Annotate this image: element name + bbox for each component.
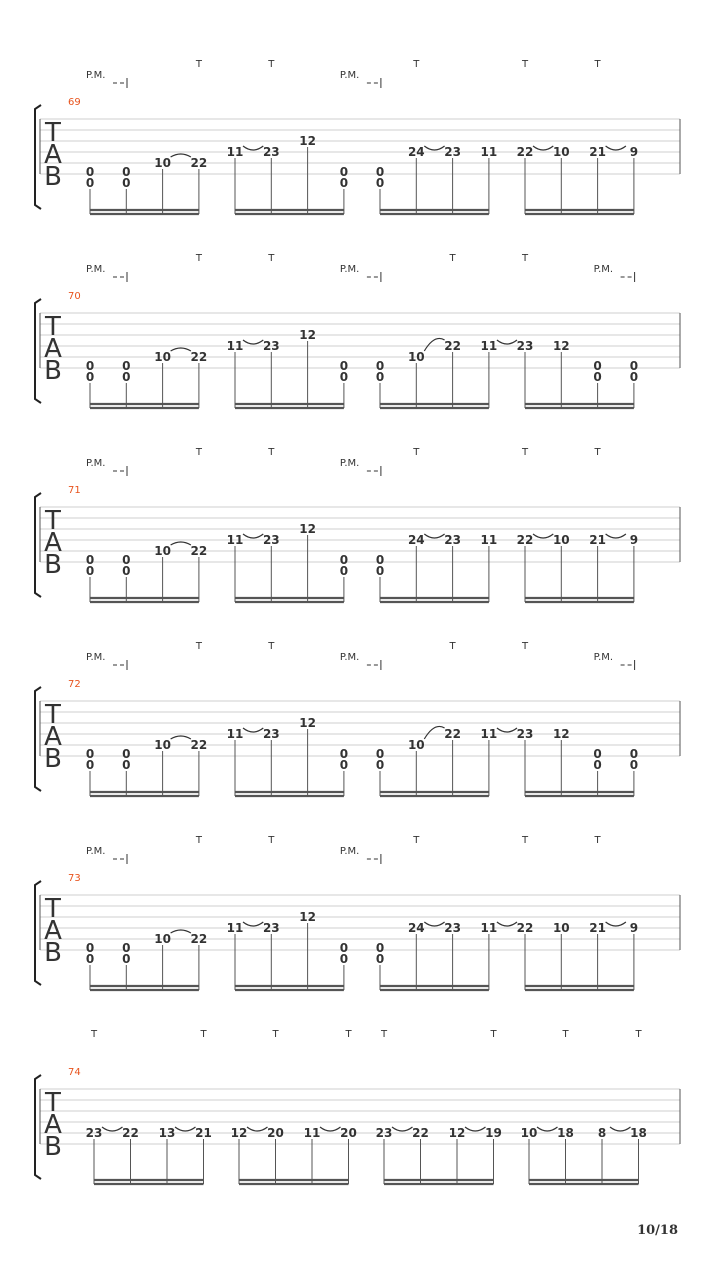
fret-number: 22 [190, 932, 208, 946]
fret-number: 0 [339, 165, 349, 179]
fret-number: 23 [262, 339, 280, 353]
palm-mute-label: P.M. [86, 846, 106, 857]
tap-marker: T [521, 835, 529, 846]
slur [497, 340, 517, 344]
slur [465, 1127, 486, 1131]
slur [243, 534, 263, 538]
fret-number: 22 [190, 156, 208, 170]
tab-system [35, 447, 680, 602]
fret-number: 0 [122, 952, 131, 966]
fret-number: 12 [299, 910, 316, 924]
fret-number: 0 [85, 941, 95, 955]
tab-clef-letter: A [44, 528, 62, 558]
slur [171, 348, 191, 351]
tap-marker: T [200, 1029, 207, 1040]
fret-number: 10 [154, 544, 171, 558]
fret-number: 0 [593, 359, 602, 373]
fret-number: 8 [597, 1126, 607, 1140]
fret-number: 0 [629, 758, 639, 772]
fret-number: 0 [85, 952, 95, 966]
tap-marker: T [449, 253, 456, 264]
fret-number: 18 [630, 1126, 647, 1140]
fret-number: 13 [158, 1126, 176, 1140]
tap-marker: T [635, 1029, 642, 1040]
palm-mute-label: P.M. [86, 264, 106, 275]
fret-number: 0 [85, 359, 95, 373]
fret-number: 22 [190, 544, 208, 558]
tab-clef-letter: A [44, 140, 62, 170]
fret-number: 0 [593, 370, 602, 384]
fret-number: 23 [444, 145, 461, 159]
fret-number: 21 [589, 921, 606, 935]
tap-marker: T [380, 1029, 388, 1040]
slur [606, 534, 626, 538]
fret-number: 11 [226, 533, 244, 547]
tab-system [35, 835, 680, 990]
slur [497, 922, 517, 926]
tap-marker: T [521, 447, 529, 458]
fret-number: 0 [375, 553, 385, 567]
fret-number: 9 [629, 145, 639, 159]
tap-marker: T [413, 59, 420, 70]
fret-number: 0 [375, 370, 385, 384]
palm-mute-label: P.M. [86, 70, 106, 81]
slur [497, 728, 517, 732]
fret-number: 10 [407, 738, 425, 752]
fret-number: 11 [226, 145, 244, 159]
fret-number: 10 [407, 350, 425, 364]
palm-mute-label: P.M. [339, 70, 360, 81]
fret-number: 0 [375, 176, 385, 190]
tab-system [35, 1029, 680, 1184]
tab-clef-letter: A [44, 916, 62, 946]
fret-number: 22 [190, 350, 208, 364]
fret-number: 10 [552, 145, 570, 159]
fret-number: 0 [375, 165, 385, 179]
slur [243, 728, 263, 732]
fret-number: 22 [412, 1126, 429, 1140]
tab-clef-letter: T [45, 700, 61, 730]
fret-number: 0 [375, 747, 385, 761]
fret-number: 11 [480, 533, 498, 547]
fret-number: 12 [230, 1126, 248, 1140]
fret-number: 11 [303, 1126, 321, 1140]
tab-systems [35, 59, 680, 1184]
tap-marker: T [345, 1029, 352, 1040]
fret-number: 0 [85, 553, 95, 567]
tap-marker: T [195, 835, 202, 846]
tab-clef-letter: A [44, 334, 62, 364]
slur [424, 534, 444, 538]
fret-number: 0 [122, 359, 131, 373]
tab-clef-letter: B [44, 938, 62, 968]
palm-mute-label: P.M. [593, 264, 614, 275]
fret-number: 11 [226, 921, 244, 935]
fret-number: 9 [629, 533, 639, 547]
tab-clef-letter: B [44, 744, 62, 774]
tab-clef-letter: B [44, 162, 62, 192]
slur [533, 534, 553, 538]
fret-number: 22 [516, 921, 534, 935]
fret-number: 22 [190, 738, 208, 752]
slur [606, 922, 626, 926]
fret-number: 11 [480, 727, 498, 741]
fret-number: 23 [444, 533, 461, 547]
slur [171, 736, 191, 739]
tap-marker: T [268, 447, 275, 458]
fret-number: 23 [516, 339, 534, 353]
fret-number: 0 [629, 370, 639, 384]
tap-marker: T [195, 253, 202, 264]
fret-number: 0 [85, 564, 95, 578]
slur [392, 1127, 413, 1131]
slur [610, 1127, 631, 1131]
palm-mute-label: P.M. [86, 458, 106, 469]
fret-number: 24 [407, 921, 425, 935]
fret-number: 20 [267, 1126, 284, 1140]
tap-marker: T [594, 447, 601, 458]
fret-number: 10 [520, 1126, 538, 1140]
fret-number: 0 [85, 747, 95, 761]
fret-number: 0 [339, 370, 349, 384]
fret-number: 23 [262, 533, 280, 547]
slur [606, 146, 626, 150]
fret-number: 23 [444, 921, 461, 935]
tab-clef-letter: A [44, 722, 62, 752]
fret-number: 0 [593, 758, 602, 772]
tab-clef-letter: B [44, 356, 62, 386]
fret-number: 18 [557, 1126, 574, 1140]
fret-number: 0 [122, 747, 131, 761]
slur [171, 930, 191, 933]
tap-marker: T [268, 641, 275, 652]
fret-number: 22 [516, 145, 534, 159]
tab-system [35, 253, 680, 408]
measure-number: 73 [68, 873, 81, 884]
fret-number: 10 [154, 932, 171, 946]
slur [243, 340, 263, 344]
tap-marker: T [413, 447, 420, 458]
fret-number: 0 [593, 747, 602, 761]
fret-number: 12 [552, 727, 570, 741]
tab-clef-letter: T [45, 118, 61, 148]
fret-number: 0 [85, 176, 95, 190]
fret-number: 0 [339, 359, 349, 373]
fret-number: 22 [444, 339, 461, 353]
fret-number: 0 [122, 564, 131, 578]
slur [247, 1127, 268, 1131]
fret-number: 22 [516, 533, 534, 547]
palm-mute-label: P.M. [339, 458, 360, 469]
fret-number: 0 [122, 165, 131, 179]
fret-number: 0 [122, 941, 131, 955]
tap-marker: T [195, 447, 202, 458]
tab-clef-letter: B [44, 550, 62, 580]
fret-number: 23 [262, 145, 280, 159]
measure-number: 72 [68, 679, 81, 690]
tab-clef-letter: T [45, 312, 61, 342]
fret-number: 20 [340, 1126, 357, 1140]
fret-number: 0 [122, 553, 131, 567]
fret-number: 0 [375, 941, 385, 955]
tap-marker: T [521, 641, 529, 652]
fret-number: 0 [339, 941, 349, 955]
fret-number: 0 [85, 165, 95, 179]
fret-number: 19 [485, 1126, 502, 1140]
tap-marker: T [594, 59, 601, 70]
palm-mute-label: P.M. [339, 264, 360, 275]
slur [537, 1127, 558, 1131]
fret-number: 23 [262, 921, 280, 935]
fret-number: 0 [85, 370, 95, 384]
fret-number: 0 [339, 952, 349, 966]
fret-number: 9 [629, 921, 639, 935]
fret-number: 0 [339, 564, 349, 578]
fret-number: 12 [299, 328, 316, 342]
fret-number: 0 [375, 564, 385, 578]
fret-number: 12 [552, 339, 570, 353]
fret-number: 0 [375, 952, 385, 966]
fret-number: 12 [299, 134, 316, 148]
fret-number: 23 [85, 1126, 103, 1140]
palm-mute-label: P.M. [593, 652, 614, 663]
tap-marker: T [90, 1029, 98, 1040]
palm-mute-label: P.M. [339, 846, 360, 857]
fret-number: 10 [154, 156, 171, 170]
fret-number: 11 [480, 145, 498, 159]
slur [171, 154, 191, 157]
fret-number: 11 [226, 339, 244, 353]
tab-system [35, 641, 680, 796]
slur [424, 922, 444, 926]
measure-number: 69 [68, 97, 81, 108]
slur [533, 146, 553, 150]
measure-number: 70 [68, 291, 81, 302]
fret-number: 0 [122, 370, 131, 384]
slur [243, 922, 263, 926]
fret-number: 22 [122, 1126, 139, 1140]
fret-number: 11 [480, 339, 498, 353]
fret-number: 0 [85, 758, 95, 772]
fret-number: 10 [154, 350, 171, 364]
fret-number: 0 [339, 758, 349, 772]
palm-mute-label: P.M. [339, 652, 360, 663]
fret-number: 11 [226, 727, 244, 741]
tab-system [35, 59, 680, 214]
fret-number: 21 [195, 1126, 212, 1140]
fret-number: 0 [375, 359, 385, 373]
fret-number: 23 [375, 1126, 393, 1140]
fret-number: 0 [339, 553, 349, 567]
tab-clef-letter: A [44, 1110, 62, 1140]
tap-marker: T [521, 59, 529, 70]
tap-marker: T [490, 1029, 497, 1040]
fret-number: 22 [444, 727, 461, 741]
fret-number: 10 [552, 921, 570, 935]
measure-number: 74 [68, 1067, 81, 1078]
tap-marker: T [195, 641, 202, 652]
measure-number: 71 [68, 485, 81, 496]
tap-marker: T [594, 835, 601, 846]
tab-clef-letter: B [44, 1132, 62, 1162]
fret-number: 21 [589, 533, 606, 547]
tab-clef-letter: T [45, 506, 61, 536]
fret-number: 12 [448, 1126, 466, 1140]
fret-number: 0 [339, 176, 349, 190]
slur [102, 1127, 123, 1131]
fret-number: 0 [629, 359, 639, 373]
tap-marker: T [521, 253, 529, 264]
tap-marker: T [413, 835, 420, 846]
fret-number: 10 [154, 738, 171, 752]
slur [171, 542, 191, 545]
tab-clef-letter: T [45, 1088, 61, 1118]
slur [424, 338, 444, 351]
slur [175, 1127, 196, 1131]
fret-number: 24 [407, 533, 425, 547]
palm-mute-label: P.M. [86, 652, 106, 663]
slur [243, 146, 263, 150]
tab-clef-letter: T [45, 894, 61, 924]
fret-number: 0 [339, 747, 349, 761]
page-number: 10/18 [637, 1223, 678, 1238]
tap-marker: T [268, 253, 275, 264]
fret-number: 23 [262, 727, 280, 741]
fret-number: 0 [629, 747, 639, 761]
slur [424, 726, 444, 739]
fret-number: 12 [299, 716, 316, 730]
fret-number: 21 [589, 145, 606, 159]
fret-number: 0 [122, 758, 131, 772]
tap-marker: T [268, 59, 275, 70]
tap-marker: T [268, 835, 275, 846]
fret-number: 10 [552, 533, 570, 547]
fret-number: 12 [299, 522, 316, 536]
tap-marker: T [272, 1029, 279, 1040]
slur [320, 1127, 341, 1131]
tap-marker: T [449, 641, 456, 652]
fret-number: 24 [407, 145, 425, 159]
tap-marker: T [195, 59, 202, 70]
fret-number: 23 [516, 727, 534, 741]
slur [424, 146, 444, 150]
fret-number: 11 [480, 921, 498, 935]
fret-number: 0 [122, 176, 131, 190]
fret-number: 0 [375, 758, 385, 772]
tap-marker: T [562, 1029, 569, 1040]
